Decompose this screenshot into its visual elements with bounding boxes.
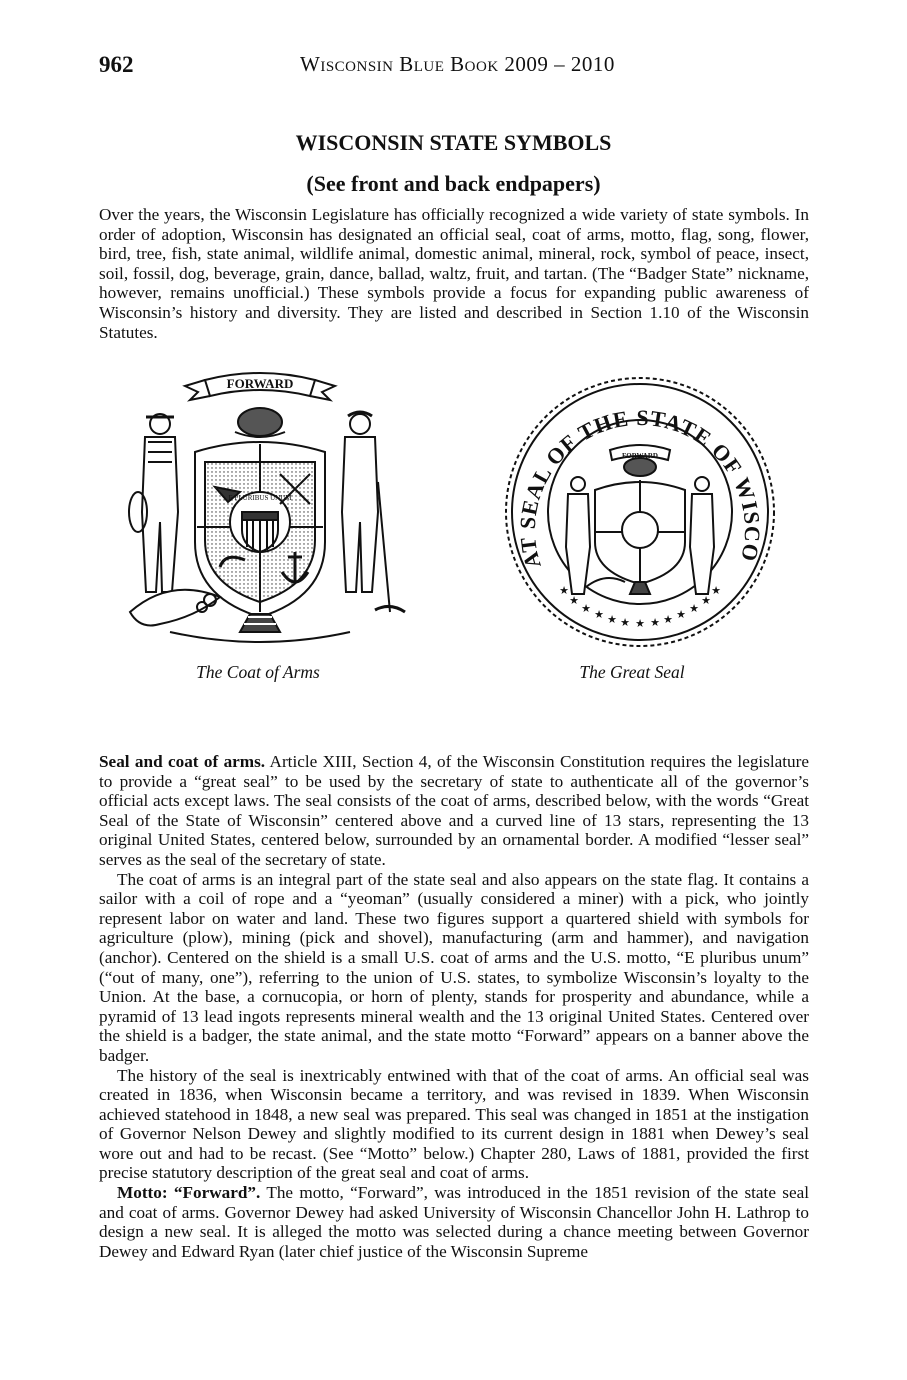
- svg-text:★: ★: [569, 595, 579, 607]
- seal-banner-text: FORWARD: [622, 452, 658, 460]
- badger-icon: [238, 408, 282, 436]
- svg-text:★: ★: [607, 614, 617, 626]
- body-text-block: [99, 752, 809, 1261]
- svg-text:★: ★: [594, 609, 604, 621]
- running-title: Wisconsin Blue Book 2009 – 2010: [300, 52, 615, 76]
- coat-of-arms-illustration: [110, 362, 410, 652]
- svg-text:★: ★: [711, 585, 721, 597]
- section-heading: Motto: “Forward”.: [117, 1183, 261, 1203]
- coat-of-arms-caption: The Coat of Arms: [196, 662, 320, 682]
- page-subtitle: (See front and back endpapers): [306, 171, 601, 196]
- intro-paragraph: Over the years, the Wisconsin Legislature has officially recognized a wide variety of state symbols. In order of adoption, Wisconsin has designated an official seal, coat of arms, motto, flag, song, flower, bird, tree, fish, state animal, wildlife animal, domestic animal, mineral, rock, symbol of peace, insect, soil, fossil, dog, beverage, grain, dance, ballad, waltz, fruit, and tartan. (The “Badger State” nickname, however, remains unofficial.) These symbols provide a focus for expanding public awareness of Wisconsin’s history and diversity. They are listed and described in Section 1.10 of the Wisconsin Statutes.: [99, 205, 809, 342]
- seal-ring-text: AT SEAL OF THE STATE OF WISCO: [514, 404, 766, 572]
- paragraph-seal-history: [99, 1066, 809, 1184]
- page-title: WISCONSIN STATE SYMBOLS: [295, 130, 612, 155]
- paragraph-text: The history of the seal is inextricably entwined with that of the coat of arms. An official seal was created in 1836, when Wisconsin became a territory, and was revised in 1839. When Wisconsin achieved statehood in 1848, a new seal was prepared. This seal was changed in 1851 at the instigation of Governor Nelson Dewey and slightly modified to its current design in 1881 when Dewey’s seal wore out and had to be recast. (See “Motto” below.) Chapter 280, Laws of 1881, provided the first precise statutory description of the great seal and coat of arms.: [99, 1065, 809, 1183]
- svg-text:★: ★: [559, 585, 569, 597]
- svg-text:★: ★: [620, 617, 630, 629]
- page-number: 962: [99, 52, 134, 77]
- paragraph-text: The motto, “Forward”, was introduced in the 1851 revision of the state seal and coat of arms. Governor Dewey had asked University of Wisconsin Chancellor John H. Lathrop to design a new seal. It is alleged the motto was selected during a chance meeting between Governor Dewey and Edward Ryan (later chief justice of the Wisconsin Supreme: [99, 1183, 809, 1261]
- paragraph-seal-and-coat: [99, 752, 809, 870]
- paragraph-coat-of-arms: [99, 870, 809, 1066]
- svg-text:★: ★: [581, 603, 591, 615]
- coat-of-arms-figure: [110, 362, 410, 652]
- svg-text:★: ★: [701, 595, 711, 607]
- svg-text:★: ★: [663, 614, 673, 626]
- miner-head: [350, 414, 370, 434]
- shield-motto-text: E PLURIBUS UNUM: [228, 494, 292, 502]
- intro-paragraph-block: [99, 205, 809, 342]
- great-seal-figure: [500, 372, 780, 652]
- paragraph-text: Article XIII, Section 4, of the Wisconsin Constitution requires the legislature to provide a “great seal” to be used by the secretary of state to authenticate all of the governor’s official acts except laws. The seal consists of the coat of arms, described below, with the words “Great Seal of the State of Wisconsin” centered above and a curved line of 13 stars, representing the 13 original United States, centered below, surrounded by an ornamental border. A modified “lesser seal” serves as the seal of the secretary of state.: [99, 752, 810, 869]
- svg-text:★: ★: [635, 618, 645, 630]
- paragraph-motto: [99, 1183, 809, 1261]
- coat-banner-text: FORWARD: [226, 376, 294, 391]
- svg-text:★: ★: [689, 603, 699, 615]
- svg-text:★: ★: [650, 617, 660, 629]
- paragraph-text: The coat of arms is an integral part of the state seal and also appears on the state flag. It contains a sailor with a coil of rope and a “yeoman” (usually considered a miner) with a pick, who jointly represent labor on water and land. These two figures support a quartered shield with symbols for agriculture (plow), mining (pick and shovel), manufacturing (arm and hammer), and navigation (anchor). Centered on the shield is a small U.S. coat of arms and the U.S. motto, “E pluribus unum” (“out of many, one”), referring to the union of U.S. states, to symbolize Wisconsin’s loyalty to the Union. At the base, a cornucopia, or horn of plenty, stands for prosperity and abundance, while a pyramid of 13 lead ingots represents mineral wealth and the 13 original United States. Centered over the shield is a badger, the state animal, and the state motto “Forward” appears on a banner above the badger.: [99, 869, 809, 1065]
- great-seal-illustration: [500, 372, 780, 652]
- great-seal-caption: The Great Seal: [579, 662, 685, 682]
- section-heading: Seal and coat of arms.: [99, 752, 266, 771]
- svg-text:★: ★: [676, 609, 686, 621]
- page-header: [0, 52, 907, 92]
- miner-figure: [342, 437, 378, 592]
